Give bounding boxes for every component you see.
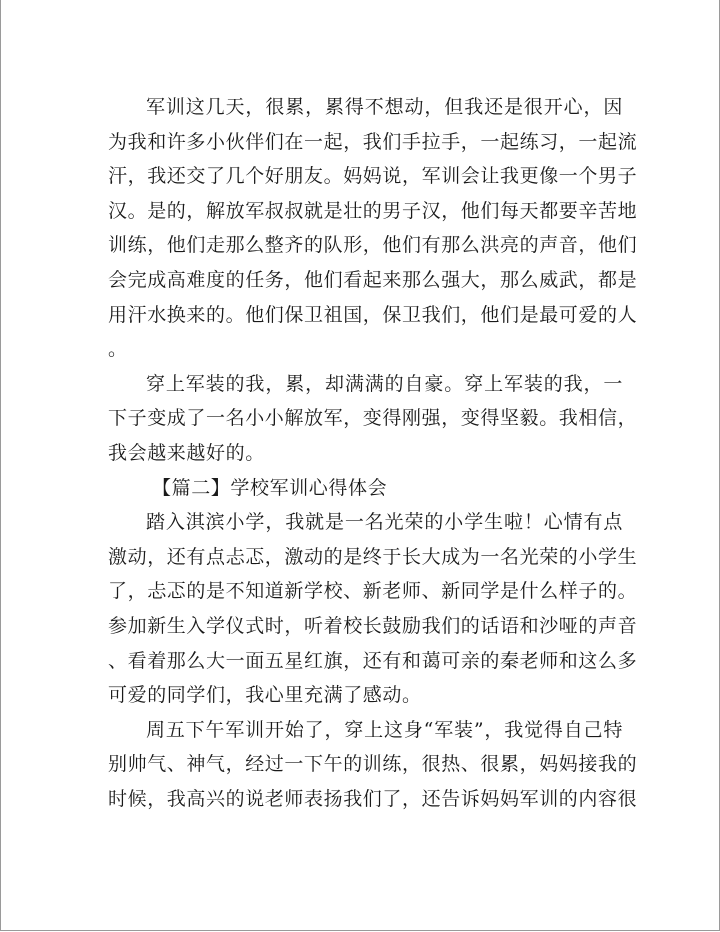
text-line: 别帅气、神气，经过一下午的训练，很热、很累，妈妈接我的 (108, 753, 638, 776)
text-line: 参加新生入学仪式时，听着校长鼓励我们的话语和沙哑的声音 (108, 614, 638, 637)
text-line: 汗，我还交了几个好朋友。妈妈说，军训会让我更像一个男子 (108, 165, 638, 188)
text-line: 可爱的同学们，我心里充满了感动。 (108, 684, 422, 707)
text-line: 踏入淇滨小学，我就是一名光荣的小学生啦！心情有点 (146, 511, 623, 534)
section-heading (108, 471, 623, 506)
text-line: 汉。是的，解放军叔叔就是壮的男子汉，他们每天都要辛苦地 (108, 199, 638, 222)
text-line: 训练，他们走那么整齐的队形，他们有那么洪亮的声音，他们 (108, 234, 638, 257)
text-line: 穿上军装的我，累，却满满的自豪。穿上军装的我，一 (146, 372, 623, 395)
paragraph-2 (108, 367, 638, 471)
paragraph-1 (108, 90, 638, 367)
text-line: 了，忐忑的是不知道新学校、新老师、新同学是什么样子的。 (108, 580, 638, 603)
heading-text: 【篇二】学校军训心得体会 (152, 476, 388, 499)
text-line: 时候，我高兴的说老师表扬我们了，还告诉妈妈军训的内容很 (108, 787, 638, 810)
text-line: 下子变成了一名小小解放军，变得刚强，变得坚毅。我相信， (108, 407, 638, 430)
text-line: 、看着那么大一面五星红旗，还有和蔼可亲的秦老师和这么多 (108, 649, 638, 672)
text-line: 为我和许多小伙伴们在一起，我们手拉手，一起练习，一起流 (108, 130, 638, 153)
text-line: 会完成高难度的任务，他们看起来那么强大，那么威武，都是 (108, 268, 638, 291)
text-line: 用汗水换来的。他们保卫祖国，保卫我们，他们是最可爱的人 (108, 303, 638, 326)
paragraph-4 (108, 713, 638, 817)
text-line: 激动，还有点忐忑，激动的是终于长大成为一名光荣的小学生 (108, 545, 638, 568)
text-line: 。 (108, 338, 128, 361)
text-line: 军训这几天，很累，累得不想动，但我还是很开心，因 (146, 96, 623, 118)
paragraph-3 (108, 505, 638, 713)
document-body (108, 90, 638, 816)
text-line: 我会越来越好的。 (108, 441, 265, 464)
text-line: 周五下午军训开始了，穿上这身“军装”，我觉得自己特 (146, 718, 623, 741)
